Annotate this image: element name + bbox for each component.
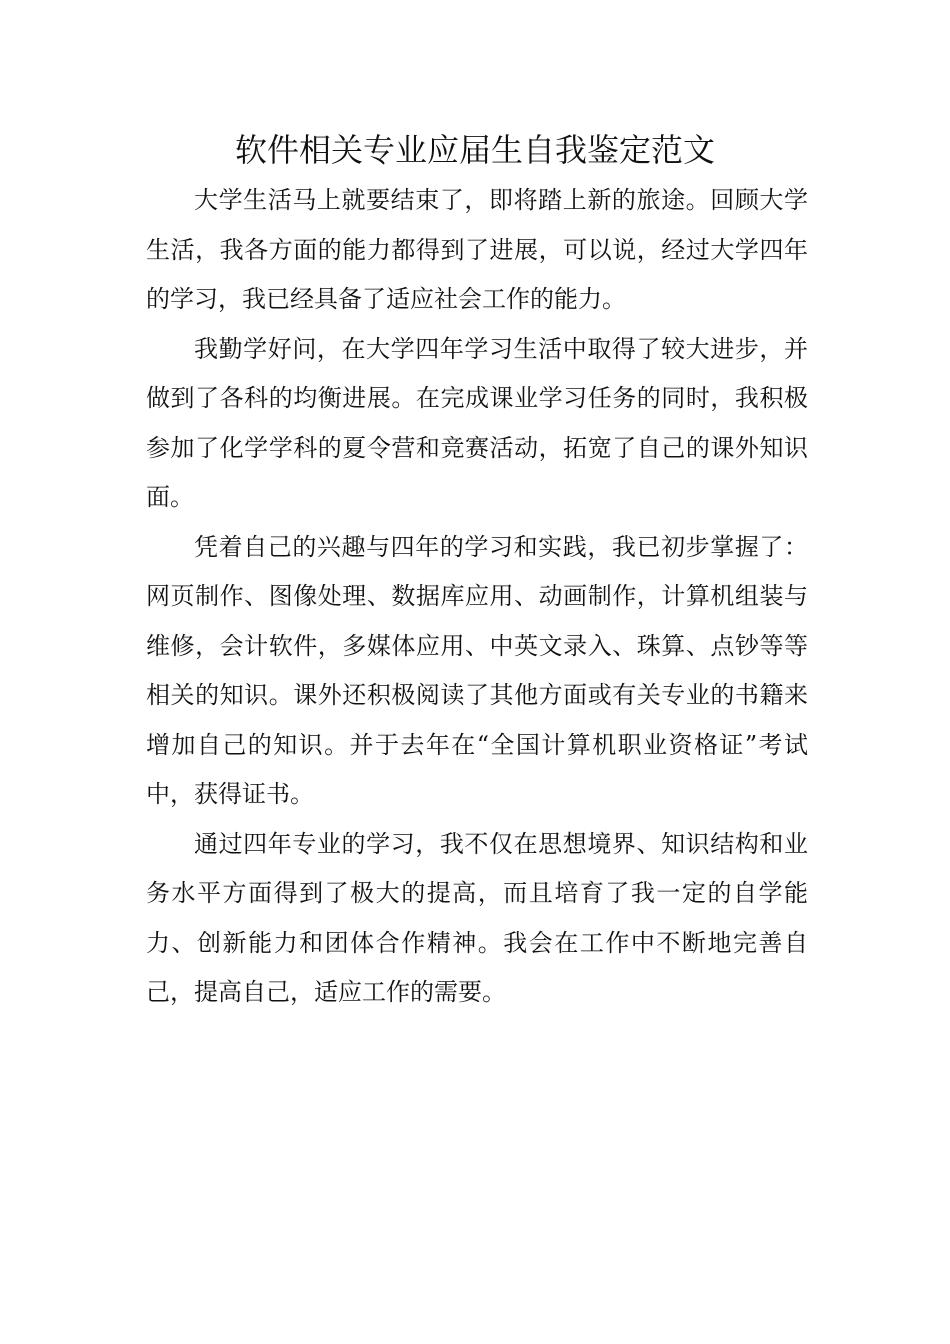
document-title: 软件相关专业应届生自我鉴定范文 <box>234 131 715 169</box>
paragraph-2: 我勤学好问，在大学四年学习生活中取得了较大进步，并做到了各科的均衡进展。在完成课业学习任务的同时，我积极参加了化学学科的夏令营和竞赛活动，拓宽了自己的课外知识面。 <box>146 334 808 511</box>
document-body <box>146 176 808 1018</box>
paragraph-1: 大学生活马上就要结束了，即将踏上新的旅途。回顾大学生活，我各方面的能力都得到了进展，可以说，经过大学四年的学习，我已经具备了适应社会工作的能力。 <box>146 186 808 313</box>
paragraph-4: 通过四年专业的学习，我不仅在思想境界、知识结构和业务水平方面得到了极大的提高，而且培育了我一定的自学能力、创新能力和团体合作精神。我会在工作中不断地完善自己，提高自己，适应工作的需要。 <box>146 829 808 1006</box>
paragraph-3: 凭着自己的兴趣与四年的学习和实践，我已初步掌握了：网页制作、图像处理、数据库应用、动画制作，计算机组装与维修，会计软件，多媒体应用、中英文录入、珠算、点钞等等相关的知识。课外还积极阅读了其他方面或有关专业的书籍来增加自己的知识。并于去年在“全国计算机职业资格证”考试中，获得证书。 <box>146 532 808 808</box>
